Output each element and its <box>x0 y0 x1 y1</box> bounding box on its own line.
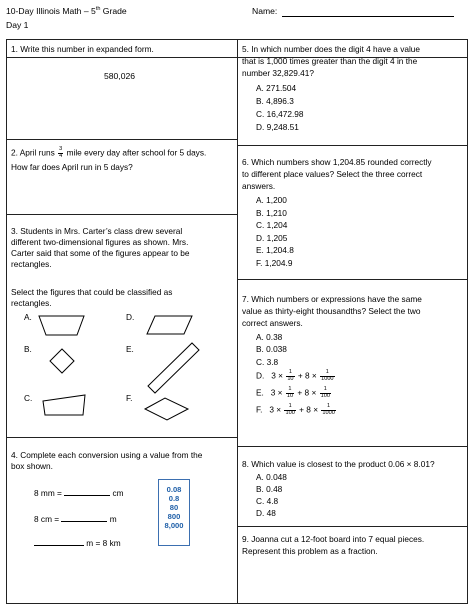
figure-c-quadrilateral <box>43 395 85 415</box>
q6-line1: 6. Which numbers show 1,204.85 rounded correctly <box>242 157 432 167</box>
q7-line1: 7. Which numbers or expressions have the same <box>242 294 422 304</box>
answer-blank-2[interactable] <box>61 521 107 522</box>
q5-option-b[interactable]: B. 4,896.3 <box>256 96 294 106</box>
q5-option-a[interactable]: A. 271.504 <box>256 83 297 93</box>
q5-line3: number 32,829.41? <box>242 68 314 78</box>
q8-option-c[interactable]: C. 4.8 <box>256 496 279 506</box>
q7-option-b[interactable]: B. 0.038 <box>256 344 287 354</box>
day-label: Day 1 <box>6 20 29 30</box>
figure-label-f: F. <box>126 393 133 403</box>
question-1: 1. Write this number in expanded form. <box>11 44 154 54</box>
q8-option-d[interactable]: D. 48 <box>256 508 276 518</box>
figure-f-rhombus <box>145 398 188 420</box>
q3-prompt-line1: Select the figures that could be classified as <box>11 287 173 297</box>
q5-line2: that is 1,000 times greater than the digit 4 in the <box>242 56 418 66</box>
q6-option-f[interactable]: F. 1,204.9 <box>256 258 293 268</box>
answer-blank-3[interactable] <box>34 545 84 546</box>
q9-line2: Represent this problem as a fraction. <box>242 546 378 556</box>
q7-line3: correct answers. <box>242 318 303 328</box>
value-box <box>158 479 190 546</box>
q3-line4: rectangles. <box>11 259 52 269</box>
box-value: 800 <box>167 512 181 522</box>
box-value: 0.8 <box>168 494 180 504</box>
q3-line1: 3. Students in Mrs. Carter’s class drew several <box>11 226 183 236</box>
figure-a-trapezoid <box>39 316 84 335</box>
figure-label-e: E. <box>126 344 134 354</box>
figure-e-rectangle-tilted <box>148 343 199 393</box>
box-value: 8,000 <box>164 521 184 531</box>
figure-b-square-tilted <box>50 349 74 373</box>
q5-option-c[interactable]: C. 16,472.98 <box>256 109 304 119</box>
figure-label-b: B. <box>24 344 32 354</box>
conversion-row-1: 8 mm = cm <box>34 488 124 498</box>
figure-label-a: A. <box>24 312 32 322</box>
q6-option-a[interactable]: A. 1,200 <box>256 195 287 205</box>
worksheet-title: 10-Day Illinois Math – 5th Grade <box>6 6 127 16</box>
question-8: 8. Which value is closest to the product 0.06 × 8.01? <box>242 459 435 469</box>
q7-option-e[interactable]: E. 3 × $\frac{1}{10}$ + 8 × $\frac{1}{100}$ <box>256 386 330 399</box>
q2-line2: How far does April run in 5 days? <box>11 162 133 172</box>
q6-option-d[interactable]: D. 1,205 <box>256 233 288 243</box>
q3-line2: different two-dimensional figures as shown. Mrs. <box>11 237 189 247</box>
q6-line3: answers. <box>242 181 276 191</box>
answer-blank-1[interactable] <box>64 495 110 496</box>
figure-label-d: D. <box>126 312 135 322</box>
q7-line2: value as thirty-eight thousandths? Select the two <box>242 306 421 316</box>
conversion-row-2: 8 cm = m <box>34 514 117 524</box>
q6-option-c[interactable]: C. 1,204 <box>256 220 288 230</box>
q5-option-d[interactable]: D. 9,248.51 <box>256 122 299 132</box>
q5-line1: 5. In which number does the digit 4 have a value <box>242 44 421 54</box>
q3-line3: Carter said that some of the figures appear to be <box>11 248 190 258</box>
figure-d-parallelogram <box>147 316 192 334</box>
question-2: 2. April runs $\frac{3}{4}$ mile every day after school for 5 days. <box>11 146 207 159</box>
q4-line2: box shown. <box>11 461 53 471</box>
q7-option-c[interactable]: C. 3.8 <box>256 357 279 367</box>
q6-option-e[interactable]: E. 1,204.8 <box>256 245 294 255</box>
q8-option-a[interactable]: A. 0.048 <box>256 472 287 482</box>
conversion-row-3: m = 8 km <box>34 538 121 549</box>
q9-line1: 9. Joanna cut a 12-foot board into 7 equal pieces. <box>242 534 425 544</box>
q2-fraction: $\frac{3}{4}$ <box>59 146 63 159</box>
box-value: 0.08 <box>166 485 182 494</box>
q4-line1: 4. Complete each conversion using a value from the <box>11 450 203 460</box>
name-label: Name: <box>252 6 278 16</box>
q8-option-b[interactable]: B. 0.48 <box>256 484 283 494</box>
figure-label-c: C. <box>24 393 33 403</box>
q7-option-d[interactable]: D. 3 × $\frac{1}{10}$ + 8 × $\frac{1}{1000}$ <box>256 369 334 382</box>
q3-prompt-line2: rectangles. <box>11 298 52 308</box>
box-value: 80 <box>169 503 179 513</box>
q6-option-b[interactable]: B. 1,210 <box>256 208 287 218</box>
q7-option-f[interactable]: F. 3 × $\frac{1}{100}$ + 8 × $\frac{1}{1000}$ <box>256 403 335 416</box>
q6-line2: to different place values? Select the three correct <box>242 169 423 179</box>
q1-number: 580,026 <box>104 71 136 81</box>
q7-option-a[interactable]: A. 0.38 <box>256 332 283 342</box>
